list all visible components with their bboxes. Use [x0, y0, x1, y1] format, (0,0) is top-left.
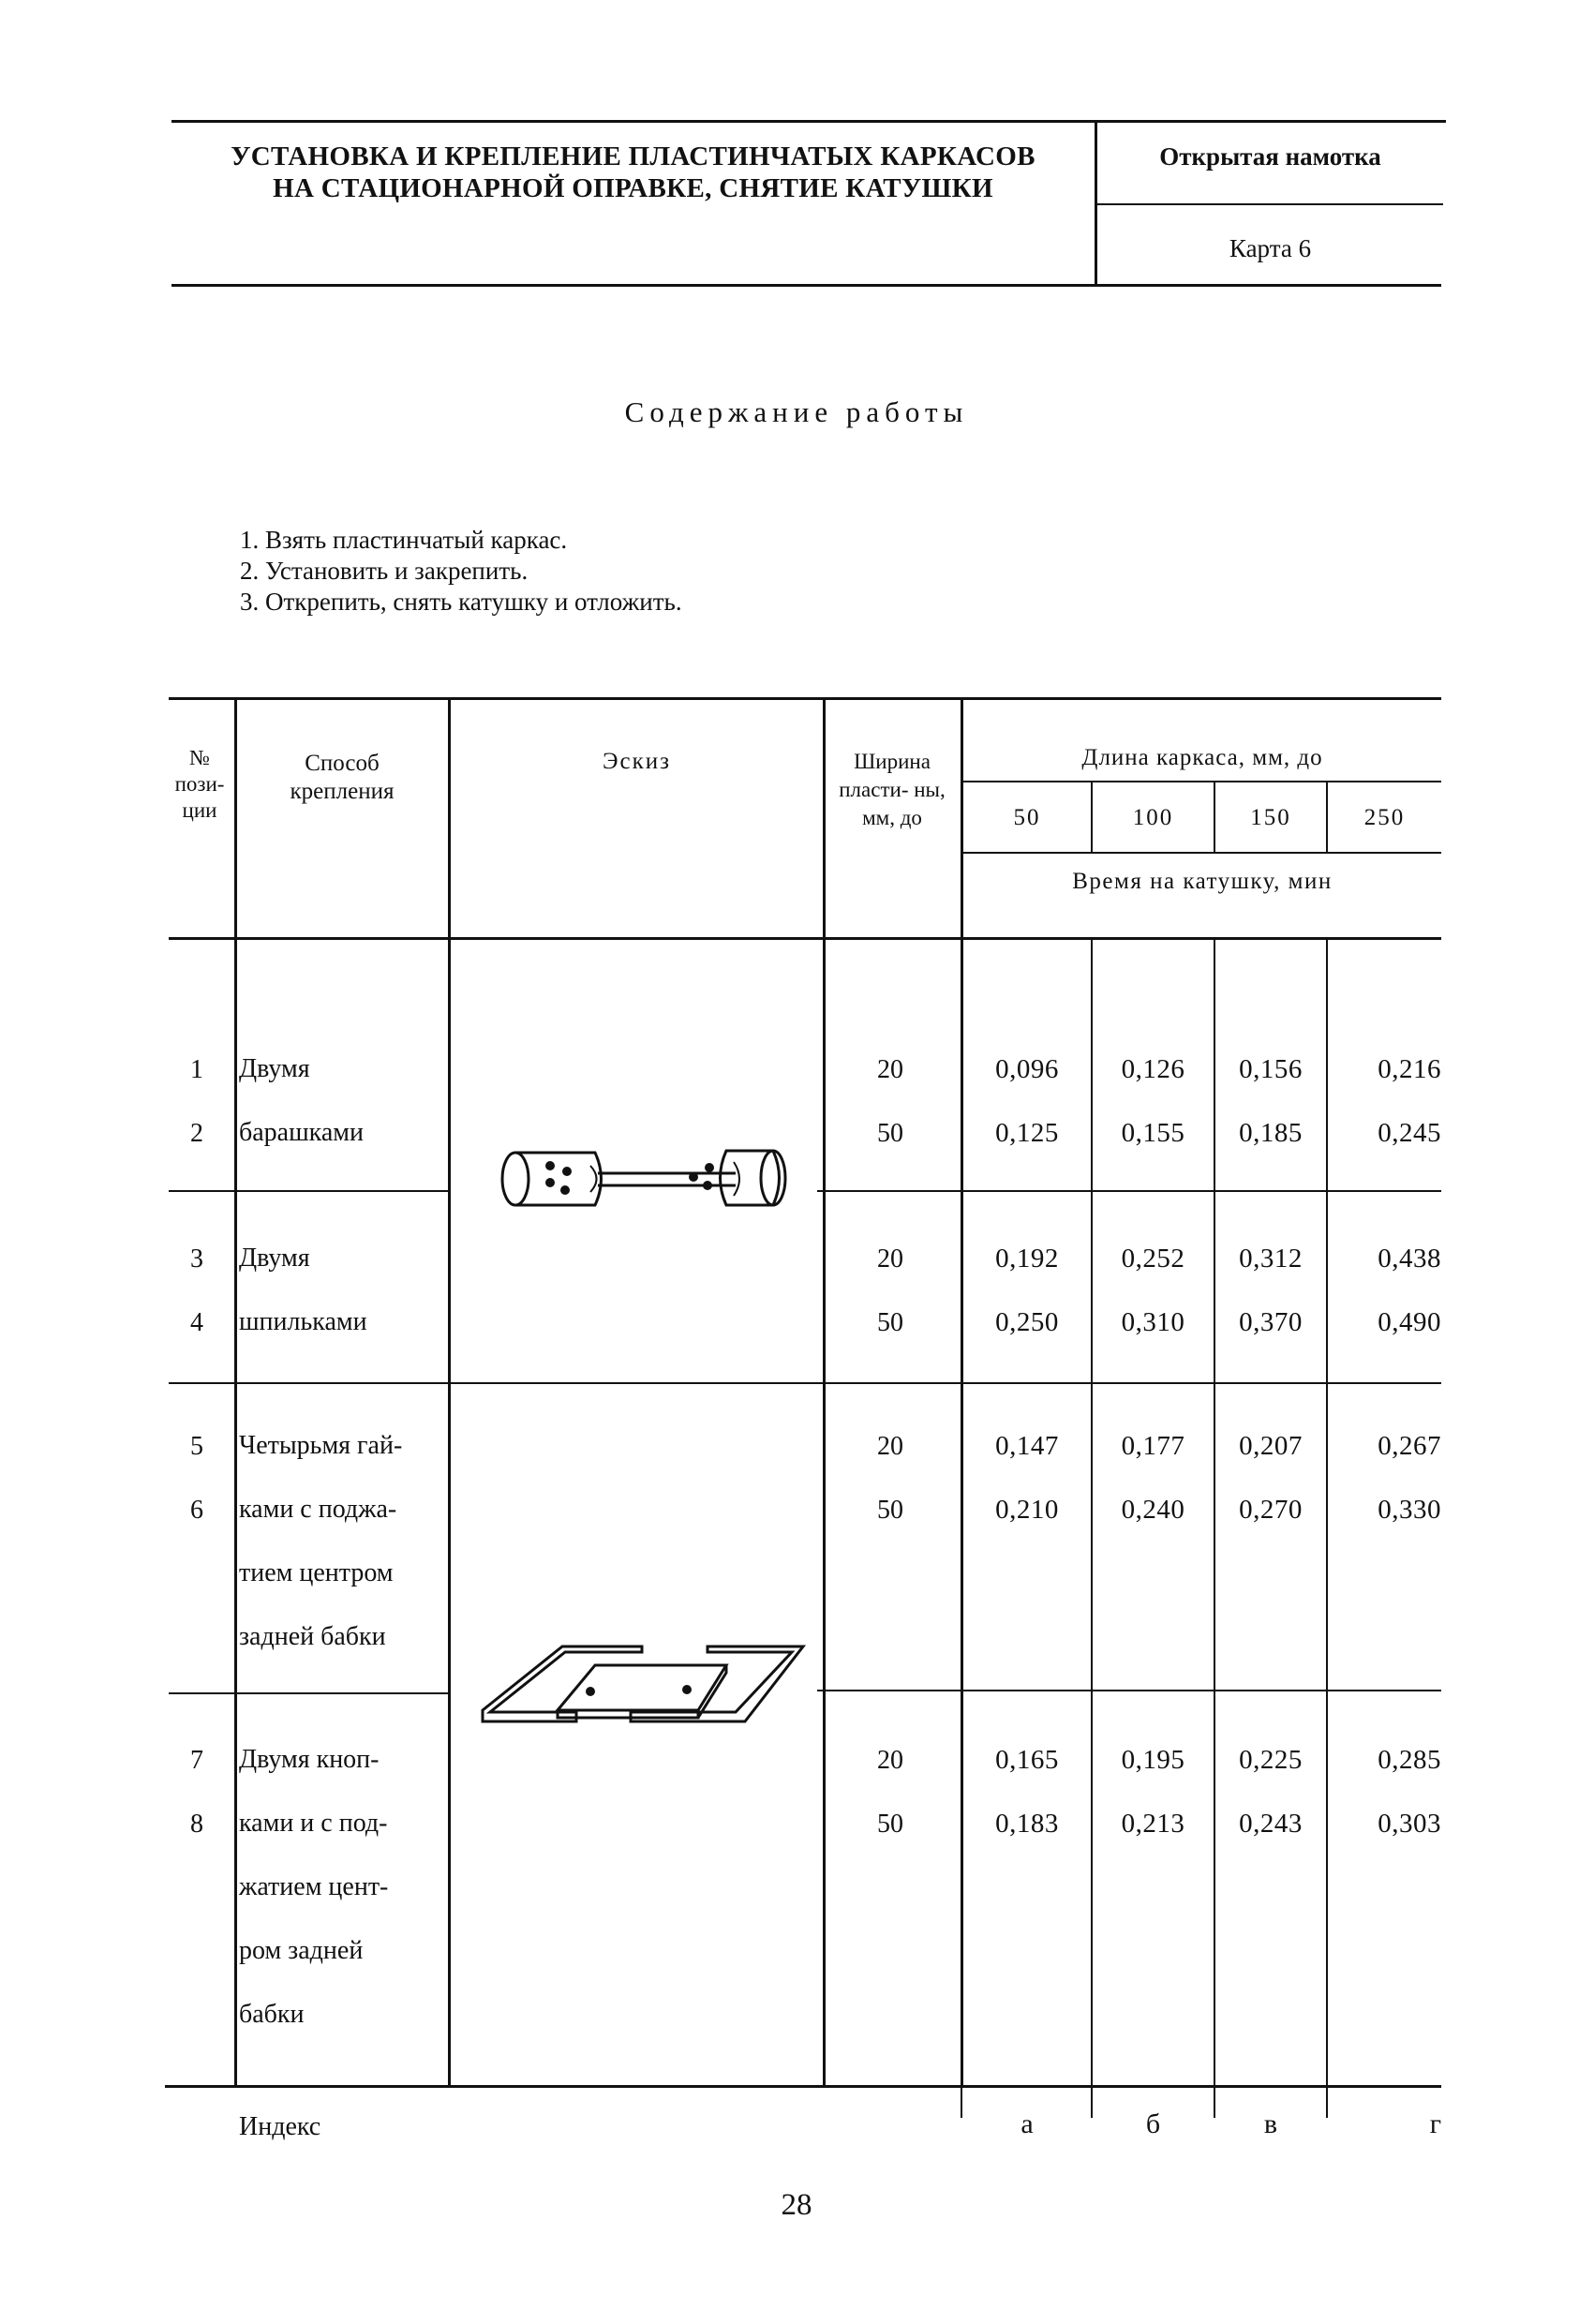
value-2-b: 0,155 — [1121, 1118, 1185, 1148]
method-3-line: Четырьмя гай- — [239, 1431, 403, 1460]
pos-3: 3 — [190, 1244, 203, 1274]
header-length: Длина каркаса, мм, до — [1081, 745, 1323, 770]
index-b: б — [1145, 2108, 1161, 2139]
method-2-line: шпильками — [239, 1307, 367, 1336]
value-1-b: 0,126 — [1121, 1054, 1185, 1084]
value-2-c: 0,185 — [1239, 1118, 1303, 1148]
value-5-b: 0,177 — [1121, 1431, 1185, 1461]
pos-5: 5 — [190, 1432, 203, 1461]
value-7-d: 0,285 — [1378, 1745, 1441, 1775]
doc-title-line1: УСТАНОВКА И КРЕПЛЕНИЕ ПЛАСТИНЧАТЫХ КАРКАСОВ — [231, 142, 1035, 171]
header-position: № пози- ции — [174, 746, 225, 822]
pos-7: 7 — [190, 1746, 203, 1775]
value-1-c: 0,156 — [1239, 1054, 1303, 1084]
method-1-line: Двумя — [239, 1054, 310, 1083]
method-4-line: ками и с под- — [239, 1809, 388, 1838]
value-8-a: 0,183 — [995, 1809, 1059, 1839]
pos-4: 4 — [190, 1308, 203, 1337]
index-label: Индекс — [239, 2112, 321, 2141]
sketch-shaft — [598, 1173, 736, 1185]
header-length-100: 100 — [1132, 805, 1174, 830]
header-length-150: 150 — [1250, 805, 1291, 830]
method-1 — [239, 1037, 364, 1165]
value-7-b: 0,195 — [1121, 1745, 1185, 1775]
value-4-c: 0,370 — [1239, 1307, 1303, 1337]
category-label: Открытая намотка — [1159, 142, 1381, 171]
value-5-c: 0,207 — [1239, 1431, 1303, 1461]
method-2 — [239, 1227, 367, 1354]
sketch-hole — [562, 1167, 572, 1176]
steps-list — [240, 525, 1083, 618]
sketch-hole — [586, 1687, 595, 1696]
value-4-a: 0,250 — [995, 1307, 1059, 1337]
value-8-b: 0,213 — [1121, 1809, 1185, 1839]
value-3-b: 0,252 — [1121, 1244, 1185, 1274]
doc-title — [171, 141, 1095, 204]
value-7-a: 0,165 — [995, 1745, 1059, 1775]
page-number: 28 — [781, 2188, 812, 2222]
value-2-d: 0,245 — [1378, 1118, 1441, 1148]
value-1-d: 0,216 — [1378, 1054, 1441, 1084]
value-6-a: 0,210 — [995, 1495, 1059, 1525]
width-4: 50 — [877, 1308, 903, 1337]
method-3 — [239, 1414, 402, 1669]
step-1: 1. Взять пластинчатый каркас. — [240, 526, 568, 554]
value-6-c: 0,270 — [1239, 1495, 1303, 1525]
sketch-hole — [545, 1178, 555, 1187]
step-3: 3. Открепить, снять катушку и отложить. — [240, 588, 682, 616]
value-5-a: 0,147 — [995, 1431, 1059, 1461]
value-1-a: 0,096 — [995, 1054, 1059, 1084]
pos-6: 6 — [190, 1496, 203, 1525]
method-3-line: задней бабки — [239, 1622, 386, 1651]
pos-8: 8 — [190, 1810, 203, 1839]
doc-title-line2: НА СТАЦИОНАРНОЙ ОПРАВКЕ, СНЯТИЕ КАТУШКИ — [273, 173, 993, 203]
value-4-b: 0,310 — [1121, 1307, 1185, 1337]
width-3: 20 — [877, 1244, 903, 1274]
method-2-line: Двумя — [239, 1244, 310, 1273]
header-method: Способ крепления — [290, 751, 395, 804]
sketch-wingnuts — [473, 1134, 801, 1246]
width-2: 50 — [877, 1119, 903, 1148]
step-2: 2. Установить и закрепить. — [240, 557, 529, 585]
content-title: Содержание работы — [624, 395, 969, 428]
method-4-line: жатием цент- — [239, 1872, 389, 1901]
sketch-hole — [703, 1181, 712, 1190]
width-6: 50 — [877, 1496, 903, 1525]
sketch-hole — [682, 1685, 692, 1694]
sketch-center-plate — [558, 1665, 726, 1710]
sketch-hole — [560, 1185, 570, 1195]
value-8-c: 0,243 — [1239, 1809, 1303, 1839]
sketch-hole — [545, 1161, 555, 1170]
width-7: 20 — [877, 1746, 903, 1775]
card-number: Карта 6 — [1229, 234, 1312, 262]
header-time: Время на катушку, мин — [1072, 869, 1333, 894]
value-3-d: 0,438 — [1378, 1244, 1441, 1274]
value-2-a: 0,125 — [995, 1118, 1059, 1148]
value-4-d: 0,490 — [1378, 1307, 1441, 1337]
method-4-line: ром задней — [239, 1936, 364, 1965]
pos-2: 2 — [190, 1119, 203, 1148]
value-3-c: 0,312 — [1239, 1244, 1303, 1274]
sketch-hole — [689, 1172, 698, 1182]
method-3-line: ками с поджа- — [239, 1495, 397, 1524]
sketch-right-cylinder — [721, 1151, 780, 1205]
value-6-b: 0,240 — [1121, 1495, 1185, 1525]
index-g: г — [1429, 2108, 1441, 2139]
header-sketch: Эскиз — [602, 749, 671, 774]
index-a: а — [1020, 2108, 1034, 2139]
width-8: 50 — [877, 1810, 903, 1839]
header-width: Ширина пласти- ны, мм, до — [839, 750, 946, 829]
method-4-line: бабки — [239, 2000, 305, 2029]
pos-1: 1 — [190, 1055, 203, 1084]
method-4-line: Двумя кноп- — [239, 1745, 380, 1774]
method-3-line: тием центром — [239, 1558, 394, 1587]
method-1-line: барашками — [239, 1118, 364, 1147]
value-8-d: 0,303 — [1378, 1809, 1441, 1839]
width-1: 20 — [877, 1055, 903, 1084]
sketch-plate — [473, 1635, 811, 1748]
header-length-50: 50 — [1013, 805, 1041, 830]
value-7-c: 0,225 — [1239, 1745, 1303, 1775]
value-6-d: 0,330 — [1378, 1495, 1441, 1525]
method-4 — [239, 1728, 388, 2047]
value-5-d: 0,267 — [1378, 1431, 1441, 1461]
index-v: в — [1263, 2108, 1278, 2139]
value-3-a: 0,192 — [995, 1244, 1059, 1274]
width-5: 20 — [877, 1432, 903, 1461]
sketch-hole — [705, 1163, 714, 1172]
header-length-250: 250 — [1363, 805, 1406, 830]
